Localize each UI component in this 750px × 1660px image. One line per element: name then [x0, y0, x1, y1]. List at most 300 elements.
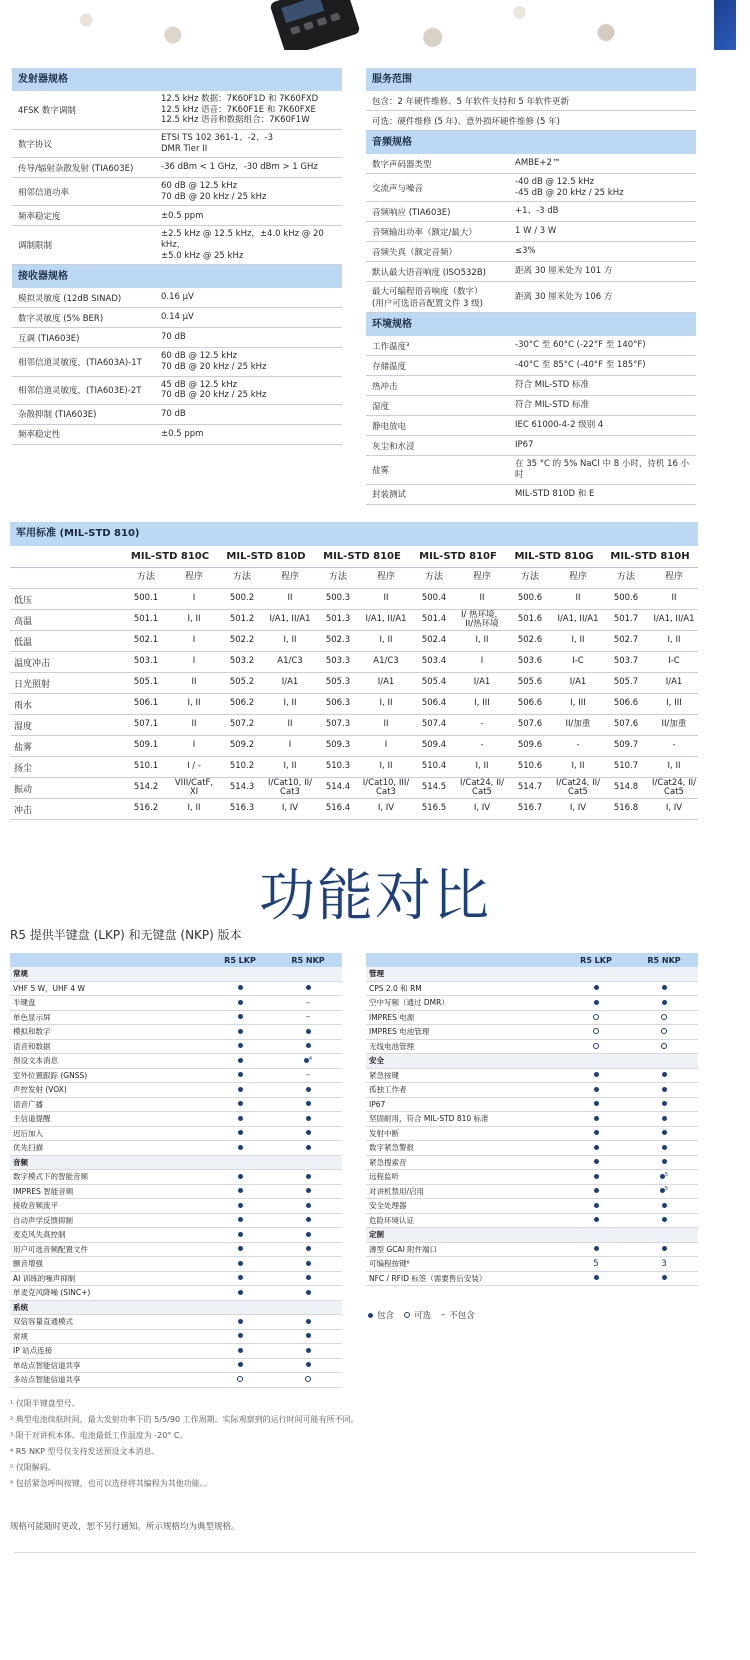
nkp-cell: [274, 983, 342, 993]
audio-value: 1 W / 3 W: [515, 226, 557, 237]
method-header: 方法: [424, 572, 443, 583]
feature-row: [366, 1272, 698, 1287]
environment-label: 存储温度: [372, 361, 407, 372]
test-name: 日光照射: [14, 679, 51, 690]
lkp-cell: [562, 1114, 630, 1124]
col-nkp: R5 NKP: [291, 955, 325, 965]
method-cell: 510.7: [613, 761, 639, 772]
filled-dot-icon: [306, 1188, 311, 1193]
feature-label: 单色显示屏: [13, 1012, 51, 1022]
feature-label: 颤音增强: [13, 1259, 43, 1269]
method-cell: 514.7: [517, 782, 543, 793]
method-header: 方法: [616, 572, 635, 583]
transmitter-row: [12, 226, 342, 265]
nkp-cell: [630, 983, 698, 993]
filled-dot-icon: [662, 1087, 667, 1092]
military-row: [10, 610, 698, 631]
procedure-cell: I / -: [187, 761, 201, 772]
method-cell: 510.1: [133, 761, 159, 772]
feature-row: [366, 1112, 698, 1127]
procedure-cell: I, II: [187, 614, 201, 625]
left-spec-column: [12, 68, 342, 445]
radio-key: [290, 25, 301, 34]
footnote-marker: 5: [664, 1171, 669, 1178]
military-row: [10, 778, 698, 799]
procedure-cell: I: [480, 656, 484, 667]
nkp-cell: [630, 1273, 698, 1283]
service-title: 服务范围: [366, 68, 696, 91]
method-header: 方法: [328, 572, 347, 583]
method-cell: 505.4: [421, 677, 447, 688]
lkp-cell: [206, 1375, 274, 1385]
radio-key: [303, 21, 314, 30]
procedure-cell: I, II: [379, 635, 393, 646]
footnote-line: ⁴ R5 NKP 型号仅支持发送预设文本消息。: [10, 1447, 160, 1456]
procedure-cell: II: [191, 719, 197, 730]
filled-dot-icon: [306, 985, 311, 990]
nkp-cell: [630, 1085, 698, 1095]
audio-row: [366, 154, 696, 174]
method-cell: 503.3: [325, 656, 351, 667]
lkp-cell: [562, 1157, 630, 1167]
service-label: 可选：硬件维修 (5 年)、意外损坏硬件维修 (5 年): [372, 116, 560, 127]
method-cell: 505.1: [133, 677, 159, 688]
receiver-row: [12, 377, 342, 405]
audio-label: 数字声码器类型: [372, 159, 432, 170]
feature-label: 主信道提醒: [13, 1114, 51, 1124]
procedure-cell: I/A1: [665, 677, 683, 688]
transmitter-value: 12.5 kHz 数据：7K60F1D 和 7K60FXD 12.5 kHz 语音：7K60F1E 和 7K60FXE 12.5 kHz 语音和数据组合：7K60F1W: [161, 94, 319, 126]
method-cell: 502.4: [421, 635, 447, 646]
procedure-cell: I/A1, II/A1: [653, 614, 695, 625]
audio-row: [366, 222, 696, 242]
filled-dot-icon: [238, 1058, 243, 1063]
lkp-cell: [562, 1070, 630, 1080]
filled-dot-icon: [662, 1217, 667, 1222]
filled-dot-icon: [238, 1072, 243, 1077]
environment-value: 在 35 °C 的 5% NaCl 中 8 小时，待机 16 小时: [515, 459, 690, 480]
method-cell: 505.7: [613, 677, 639, 688]
filled-dot-icon: [662, 1246, 667, 1251]
lkp-cell: [206, 1012, 274, 1022]
lkp-cell: [562, 1143, 630, 1153]
service-row: [366, 111, 696, 131]
audio-row: [366, 174, 696, 202]
procedure-cell: II: [287, 719, 293, 730]
environment-label: 盐雾: [372, 465, 390, 476]
feature-label: 半键盘: [13, 998, 36, 1008]
audio-row: [366, 282, 696, 313]
test-name: 高温: [14, 616, 33, 627]
nkp-cell: [630, 1143, 698, 1153]
hollow-dot-icon: [661, 1028, 667, 1034]
procedure-cell: I, II: [667, 761, 681, 772]
procedure-cell: I, II: [187, 803, 201, 814]
method-cell: 507.3: [325, 719, 351, 730]
feature-table-right: [366, 953, 698, 1286]
test-name: 温度冲击: [14, 658, 51, 669]
receiver-label: 频率稳定性: [18, 430, 61, 441]
filled-dot-icon: [306, 1246, 311, 1251]
method-cell: 502.6: [517, 635, 543, 646]
filled-dot-icon: [238, 1188, 243, 1193]
transmitter-row: [12, 130, 342, 158]
lkp-cell: 5: [593, 1258, 599, 1269]
filled-dot-icon: [662, 985, 667, 990]
audio-label: 交流声与噪音: [372, 183, 424, 194]
lkp-cell: [206, 1128, 274, 1138]
lkp-cell: [206, 1143, 274, 1153]
filled-dot-icon: [238, 1203, 243, 1208]
filled-dot-icon: [238, 1319, 243, 1324]
filled-dot-icon: [238, 1000, 243, 1005]
feature-row: [366, 982, 698, 997]
filled-dot-icon: [306, 1319, 311, 1324]
method-cell: 500.6: [517, 593, 543, 604]
filled-dot-icon: [594, 1101, 599, 1106]
feature-label: 数字模式下的智能音频: [13, 1172, 88, 1182]
transmitter-label: 频率稳定度: [18, 211, 61, 222]
nkp-cell: [630, 1157, 698, 1167]
feature-row: [10, 1330, 342, 1345]
procedure-header: 程序: [280, 572, 299, 583]
procedure-cell: I: [384, 740, 388, 751]
procedure-cell: I, IV: [569, 803, 587, 814]
transmitter-value: ±0.5 ppm: [161, 210, 204, 221]
standard-header: MIL-STD 810C: [130, 551, 210, 562]
transmitter-value: -36 dBm < 1 GHz，-30 dBm > 1 GHz: [161, 162, 318, 173]
receiver-table: [12, 288, 342, 445]
procedure-cell: I/A1, II/A1: [557, 614, 599, 625]
procedure-cell: I, II: [571, 635, 585, 646]
test-name: 雨水: [14, 700, 33, 711]
procedure-cell: I: [288, 740, 292, 751]
receiver-value: 0.14 μV: [161, 312, 194, 323]
transmitter-value: 60 dB @ 12.5 kHz 70 dB @ 20 kHz / 25 kHz: [161, 181, 267, 202]
method-cell: 506.2: [229, 698, 255, 709]
lkp-cell: [562, 1273, 630, 1283]
filled-dot-icon: [594, 1275, 599, 1280]
filled-dot-icon: [306, 1362, 311, 1367]
feature-row: [366, 1243, 698, 1258]
feature-row: [10, 1359, 342, 1374]
nkp-cell: 3: [661, 1258, 667, 1269]
transmitter-table: [12, 91, 342, 265]
lkp-cell: [206, 1346, 274, 1356]
method-cell: 516.4: [325, 803, 351, 814]
filled-dot-icon: [662, 1145, 667, 1150]
filled-dot-icon: [238, 1275, 243, 1280]
audio-value: ≤3%: [515, 246, 536, 257]
lkp-cell: [206, 1041, 274, 1051]
filled-dot-icon: [306, 1203, 311, 1208]
lkp-cell: [562, 998, 630, 1008]
environment-table: [366, 336, 696, 504]
audio-label: 最大可编程语音响度（数字） (用户可选语音配置文件 3 级): [372, 287, 483, 310]
lkp-cell: [562, 983, 630, 993]
nkp-cell: [274, 1128, 342, 1138]
method-cell: 503.4: [421, 656, 447, 667]
radio-key: [317, 17, 328, 26]
environment-title: 环境规格: [366, 313, 696, 336]
filled-dot-icon: [238, 1043, 243, 1048]
feature-row: [366, 1127, 698, 1142]
feature-label: IP67: [369, 1099, 386, 1109]
audio-row: [366, 242, 696, 262]
footnotes: [10, 1396, 359, 1492]
feature-row: [10, 1098, 342, 1113]
feature-row: [10, 1127, 342, 1142]
service-table: [366, 91, 696, 131]
filled-dot-icon: [238, 1290, 243, 1295]
procedure-cell: I-C: [668, 656, 680, 667]
feature-row: [10, 1373, 342, 1388]
feature-row: [10, 1054, 342, 1069]
feature-label: 远程监听: [369, 1172, 399, 1182]
test-name: 低温: [14, 637, 33, 648]
nkp-cell: [630, 1172, 698, 1182]
sub-header-row: [10, 568, 698, 589]
filled-dot-icon: [238, 1333, 243, 1338]
feature-label: NFC / RFID 标签（需要售后安装）: [369, 1273, 487, 1283]
procedure-cell: I, II: [475, 635, 489, 646]
filled-dot-icon: [662, 1159, 667, 1164]
procedure-cell: I, II: [667, 635, 681, 646]
method-cell: 502.3: [325, 635, 351, 646]
method-cell: 503.7: [613, 656, 639, 667]
nkp-cell: [630, 1070, 698, 1080]
lkp-cell: [206, 1259, 274, 1269]
feature-label: 对讲机禁用/启用: [369, 1186, 425, 1196]
feature-label: 薄型 GCAI 附件端口: [369, 1244, 438, 1254]
method-cell: 501.3: [325, 614, 351, 625]
nkp-cell: [274, 1230, 342, 1240]
feature-row: [10, 982, 342, 997]
transmitter-row: [12, 206, 342, 226]
nkp-cell: [630, 1244, 698, 1254]
lkp-cell: [562, 1186, 630, 1196]
method-cell: 506.6: [613, 698, 639, 709]
method-cell: 503.6: [517, 656, 543, 667]
method-cell: 509.4: [421, 740, 447, 751]
filled-dot-icon: [594, 985, 599, 990]
col-lkp: R5 LKP: [224, 955, 256, 965]
audio-label: 音频失真（额定音频）: [372, 247, 458, 258]
nkp-cell: [274, 1186, 342, 1196]
feature-table-header: [10, 953, 342, 967]
feature-group-label: 系统: [13, 1302, 28, 1312]
method-cell: 516.5: [421, 803, 447, 814]
military-row: [10, 757, 698, 778]
feature-label: 优先扫描: [13, 1143, 43, 1153]
procedure-cell: I, II: [187, 698, 201, 709]
feature-row: [10, 1286, 342, 1301]
feature-row: [366, 1011, 698, 1026]
lkp-cell: [562, 1012, 630, 1022]
filled-dot-icon: [662, 1275, 667, 1280]
filled-dot-icon: [368, 1313, 373, 1318]
hollow-dot-icon: [593, 1014, 599, 1020]
procedure-cell: I, II: [283, 635, 297, 646]
nkp-cell: [274, 1172, 342, 1182]
filled-dot-icon: [238, 1087, 243, 1092]
procedure-cell: I, III: [666, 698, 682, 709]
procedure-cell: I: [192, 635, 196, 646]
lkp-cell: [206, 998, 274, 1008]
method-cell: 503.1: [133, 656, 159, 667]
nkp-cell: [630, 1012, 698, 1022]
service-label: 包含：2 年硬件维修、5 年软件支持和 5 年软件更新: [372, 96, 570, 107]
nkp-cell: [630, 1027, 698, 1037]
feature-label: 危险环境认证: [369, 1215, 414, 1225]
test-name: 振动: [14, 784, 33, 795]
method-cell: 507.6: [517, 719, 543, 730]
filled-dot-icon: [306, 1261, 311, 1266]
procedure-cell: I/Cat10, II/ Cat3: [268, 777, 312, 797]
bottom-divider: [14, 1552, 696, 1553]
feature-row: [10, 1112, 342, 1127]
feature-row: [10, 1069, 342, 1084]
filled-dot-icon: [306, 1101, 311, 1106]
feature-label: AI 训练的噪声抑制: [13, 1273, 76, 1283]
disclaimer: 规格可能随时更改，恕不另行通知。所示规格均为典型规格。: [10, 1522, 240, 1532]
filled-dot-icon: [594, 1246, 599, 1251]
environment-value: IEC 61000-4-2 级别 4: [515, 420, 604, 431]
filled-dot-icon: [238, 1246, 243, 1251]
method-cell: 501.1: [133, 614, 159, 625]
feature-group-row: [10, 1156, 342, 1171]
nkp-cell: [274, 1288, 342, 1298]
method-cell: 505.6: [517, 677, 543, 688]
environment-row: [366, 356, 696, 376]
filled-dot-icon: [306, 1275, 311, 1280]
feature-label: 空中写频（通过 DMR）: [369, 998, 449, 1008]
method-cell: 500.6: [613, 593, 639, 604]
procedure-cell: -: [672, 740, 676, 751]
filled-dot-icon: [594, 1217, 599, 1222]
environment-label: 热冲击: [372, 381, 398, 392]
feature-row: [366, 1170, 698, 1185]
audio-table: [366, 154, 696, 313]
method-cell: 500.2: [229, 593, 255, 604]
method-cell: 507.2: [229, 719, 255, 730]
receiver-label: 数字灵敏度 (5% BER): [18, 313, 104, 324]
transmitter-row: [12, 178, 342, 206]
transmitter-value: ±2.5 kHz @ 12.5 kHz，±4.0 kHz @ 20 kHz， ±5.0 kHz @ 25 kHz: [161, 229, 324, 261]
feature-row: [366, 1040, 698, 1055]
hollow-dot-icon: [593, 1043, 599, 1049]
environment-row: [366, 376, 696, 396]
lkp-cell: [562, 1201, 630, 1211]
feature-row: [10, 1185, 342, 1200]
feature-table-left: [10, 953, 342, 1388]
feature-row: [10, 1011, 342, 1026]
feature-row: [10, 996, 342, 1011]
method-cell: 502.2: [229, 635, 255, 646]
col-nkp: R5 NKP: [647, 955, 681, 965]
method-cell: 507.1: [133, 719, 159, 730]
standards-header-row: [10, 546, 698, 568]
transmitter-label: 相邻信道功率: [18, 187, 70, 198]
filled-dot-icon: [306, 1290, 311, 1295]
method-cell: 514.5: [421, 782, 447, 793]
standard-header: MIL-STD 810F: [419, 551, 497, 562]
nkp-cell: [274, 1027, 342, 1037]
transmitter-row: [12, 158, 342, 178]
receiver-value: 70 dB: [161, 332, 186, 343]
procedure-cell: I/A1: [473, 677, 491, 688]
procedure-cell: I, IV: [473, 803, 491, 814]
procedure-cell: I, II: [283, 761, 297, 772]
environment-value: IP67: [515, 440, 534, 451]
hollow-dot-icon: [661, 1014, 667, 1020]
nkp-cell: [274, 1099, 342, 1109]
receiver-label: 相邻信道灵敏度，(TIA603A)-1T: [18, 357, 142, 368]
procedure-cell: I, IV: [665, 803, 683, 814]
feature-row: [10, 1141, 342, 1156]
nkp-cell: [274, 1273, 342, 1283]
feature-row: [366, 1025, 698, 1040]
feature-row: [10, 1243, 342, 1258]
filled-dot-icon: [238, 1014, 243, 1019]
lkp-cell: [206, 983, 274, 993]
footnote-line: ³ 限于对讲机本体。电池最低工作温度为 -20° C。: [10, 1431, 188, 1440]
hollow-dot-icon: [593, 1028, 599, 1034]
military-rows: [10, 589, 698, 820]
method-cell: 510.6: [517, 761, 543, 772]
filled-dot-icon: [306, 1029, 311, 1034]
feature-row: [366, 1069, 698, 1084]
feature-row: [10, 1257, 342, 1272]
feature-label: 常规: [13, 1331, 28, 1341]
filled-dot-icon: [662, 1101, 667, 1106]
environment-value: -40°C 至 85°C (-40°F 至 185°F): [515, 360, 646, 371]
audio-label: 音频输出功率（额定/最大）: [372, 227, 477, 238]
filled-dot-icon: [238, 1348, 243, 1353]
feature-subtitle: R5 提供半键盘 (LKP) 和无键盘 (NKP) 版本: [10, 928, 242, 942]
method-cell: 501.6: [517, 614, 543, 625]
lkp-cell: [206, 1027, 274, 1037]
feature-group-label: 管理: [369, 969, 384, 979]
procedure-cell: -: [480, 719, 484, 730]
method-cell: 507.4: [421, 719, 447, 730]
procedure-cell: I: [192, 656, 196, 667]
procedure-cell: I, IV: [377, 803, 395, 814]
nkp-cell: [630, 1186, 698, 1196]
nkp-cell: [274, 1375, 342, 1385]
filled-dot-icon: [238, 1362, 243, 1367]
feature-label: 用户可选音频配置文件: [13, 1244, 88, 1254]
transmitter-label: 调制限制: [18, 241, 53, 252]
feature-label: 发射中断: [369, 1128, 399, 1138]
receiver-value: 70 dB: [161, 408, 186, 419]
procedure-cell: I, II: [379, 761, 393, 772]
procedure-cell: -: [480, 740, 484, 751]
audio-label: 默认最大语音响度 (ISO532B): [372, 267, 486, 278]
procedure-cell: I/A1: [281, 677, 299, 688]
nkp-cell: [274, 1085, 342, 1095]
lkp-cell: [206, 1230, 274, 1240]
feature-label: CPS 2.0 和 RM: [369, 983, 422, 993]
dash-icon: –: [441, 1310, 446, 1320]
filled-dot-icon: [238, 1232, 243, 1237]
method-cell: 509.7: [613, 740, 639, 751]
feature-row: [366, 1141, 698, 1156]
feature-row: [366, 1083, 698, 1098]
filled-dot-icon: [238, 1217, 243, 1222]
feature-row: [10, 1272, 342, 1287]
nkp-cell: [274, 1331, 342, 1341]
